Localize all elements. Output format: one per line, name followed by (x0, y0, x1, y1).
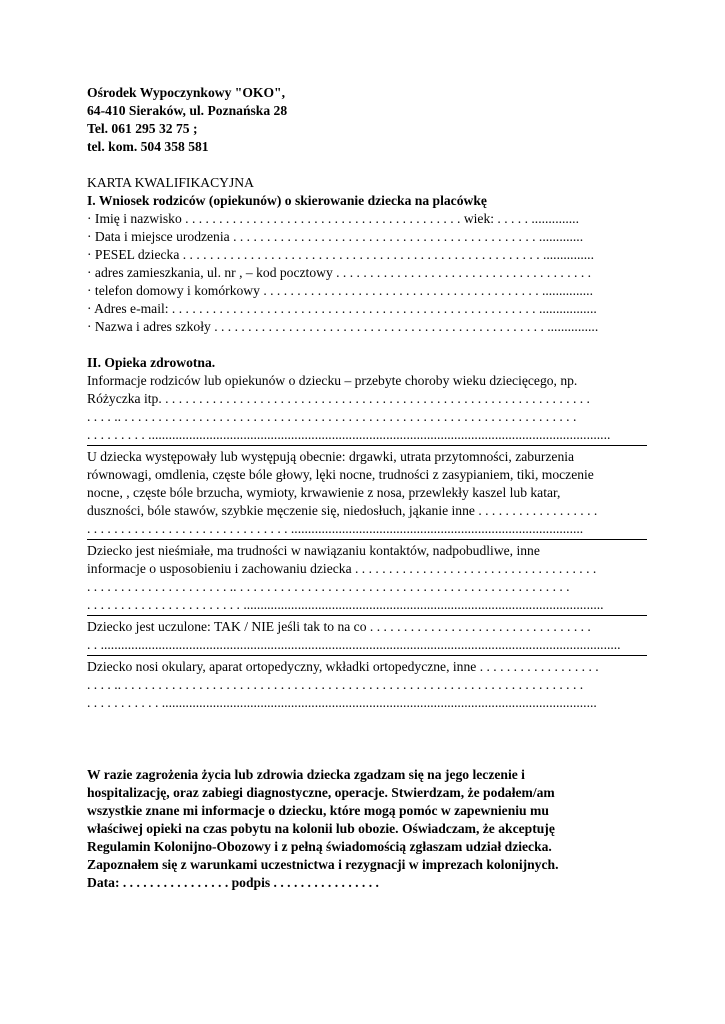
consent-line: wszystkie znane mi informacje o dziecku, które mogą pomóc w zapewnieniu mu (87, 803, 549, 818)
consent-statement (87, 766, 647, 892)
institution-address: 64-410 Sieraków, ul. Poznańska 28 (87, 103, 288, 118)
divider (87, 539, 647, 540)
symptoms-block[interactable] (87, 448, 647, 538)
field-name-age[interactable]: · Imię i nazwisko . . . . . . . . . . . . . . . . . . . . . . . . . . . . . . . . . . . . . . . . . wiek: . . . . . .............. (87, 211, 579, 226)
field-pesel[interactable]: · PESEL dziecka . . . . . . . . . . . . . . . . . . . . . . . . . . . . . . . . . . . . . . . . . . . . . . . . . . . . . ............... (87, 247, 594, 262)
text-line: . . ......................................................................................................................................................... (87, 637, 621, 652)
field-address[interactable]: · adres zamieszkania, ul. nr , – kod pocztowy . . . . . . . . . . . . . . . . . . . . . . . . . . . . . . . . . . . . . . (87, 265, 592, 280)
consent-line: Zapoznałem się z warunkami uczestnictwa i rezygnacji w imprezach kolonijnych. (87, 857, 559, 872)
text-line: Dziecko nosi okulary, aparat ortopedyczny, wkładki ortopedyczne, inne . . . . . . . . . . . . . . . . . . (87, 659, 599, 674)
section2-heading: II. Opieka zdrowotna. (87, 355, 216, 370)
institution-name: Ośrodek Wypoczynkowy "OKO", (87, 85, 286, 100)
institution-mobile: tel. kom. 504 358 581 (87, 139, 209, 154)
form-title: KARTA KWALIFIKACYJNA (87, 175, 254, 190)
consent-line: właściwej opieki na czas pobytu na kolonii lub obozie. Oświadczam, że akceptuję (87, 821, 555, 836)
text-line: Różyczka itp. . . . . . . . . . . . . . . . . . . . . . . . . . . . . . . . . . . . . . . . . . . . . . . . . . . . . . . . . . . . . . . . (87, 391, 590, 406)
consent-line: Regulamin Kolonijno-Obozowy i z pełną świadomością zgłaszam udział dziecka. (87, 839, 552, 854)
text-line: nocne, , częste bóle brzucha, wymioty, krwawienie z nosa, przewlekły kaszel lub katar, (87, 485, 561, 500)
field-birth[interactable]: · Data i miejsce urodzenia . . . . . . . . . . . . . . . . . . . . . . . . . . . . . . . . . . . . . . . . . . . . . ............. (87, 229, 584, 244)
divider (87, 655, 647, 656)
text-line: duszności, bóle stawów, szybkie męczenie się, niedosłuch, jąkanie inne . . . . . . . . . . . . . . . . . . (87, 503, 598, 518)
institution-phone: Tel. 061 295 32 75 ; (87, 121, 198, 136)
divider (87, 615, 647, 616)
text-line: Dziecko jest nieśmiałe, ma trudności w nawiązaniu kontaktów, nadpobudliwe, inne (87, 543, 540, 558)
section1-heading: I. Wniosek rodziców (opiekunów) o skierowanie dziecka na placówkę (87, 193, 487, 208)
field-phone[interactable]: · telefon domowy i komórkowy . . . . . . . . . . . . . . . . . . . . . . . . . . . . . . . . . . . . . . . . . ............... (87, 283, 593, 298)
divider (87, 445, 647, 446)
text-line: . . . . . . . . . . . ................................................................................................................................ (87, 695, 597, 710)
section1-fields (87, 210, 647, 336)
orthopedic-block[interactable] (87, 658, 647, 712)
consent-line: W razie zagrożenia życia lub zdrowia dziecka zgadzam się na jego leczenie i (87, 767, 525, 782)
text-line: Dziecko jest uczulone: TAK / NIE jeśli tak to na co . . . . . . . . . . . . . . . . . . . . . . . . . . . . . . . . . (87, 619, 591, 634)
field-email[interactable]: · Adres e-mail: . . . . . . . . . . . . . . . . . . . . . . . . . . . . . . . . . . . . . . . . . . . . . . . . . . . . . . ................. (87, 301, 597, 316)
health-history-block[interactable] (87, 372, 647, 444)
date-signature-line[interactable]: Data: . . . . . . . . . . . . . . . . podpis . . . . . . . . . . . . . . . . (87, 875, 379, 890)
text-line: . . . . .. . . . . . . . . . . . . . . . . . . . . . . . . . . . . . . . . . . . . . . . . . . . . . . . . . . . . . . . . . . . . . . . . . . . . (87, 677, 584, 692)
document-page (87, 84, 647, 892)
text-line: równowagi, omdlenia, częste bóle głowy, lęki nocne, trudności z zasypianiem, tiki, moczenie (87, 467, 594, 482)
text-line: informacje o usposobieniu i zachowaniu dziecka . . . . . . . . . . . . . . . . . . . . . . . . . . . . . . . . . . . . (87, 561, 597, 576)
text-line: U dziecka występowały lub występują obecnie: drgawki, utrata przytomności, zaburzenia (87, 449, 575, 464)
text-line: . . . . . . . . . . . . . . . . . . . . . .. . . . . . . . . . . . . . . . . . . . . . . . . . . . . . . . . . . . . . . . . . . . . . . . . . (87, 579, 570, 594)
allergy-block[interactable] (87, 618, 647, 654)
text-line: Informacje rodziców lub opiekunów o dziecku – przebyte choroby wieku dziecięcego, np. (87, 373, 578, 388)
text-line: . . . . .. . . . . . . . . . . . . . . . . . . . . . . . . . . . . . . . . . . . . . . . . . . . . . . . . . . . . . . . . . . . . . . . . . . . (87, 409, 577, 424)
consent-line: hospitalizację, oraz zabiegi diagnostyczne, operacje. Stwierdzam, że podałem/am (87, 785, 555, 800)
field-school[interactable]: · Nazwa i adres szkoły . . . . . . . . . . . . . . . . . . . . . . . . . . . . . . . . . . . . . . . . . . . . . . . . . ............... (87, 319, 599, 334)
behavior-block[interactable] (87, 542, 647, 614)
text-line: . . . . . . . . . ........................................................................................................................................ (87, 427, 611, 442)
institution-header (87, 84, 647, 156)
text-line: . . . . . . . . . . . . . . . . . . . . . . . . . . . . . . ...................................................................................... (87, 521, 584, 536)
text-line: . . . . . . . . . . . . . . . . . . . . . . . .......................................................................................................... (87, 597, 604, 612)
